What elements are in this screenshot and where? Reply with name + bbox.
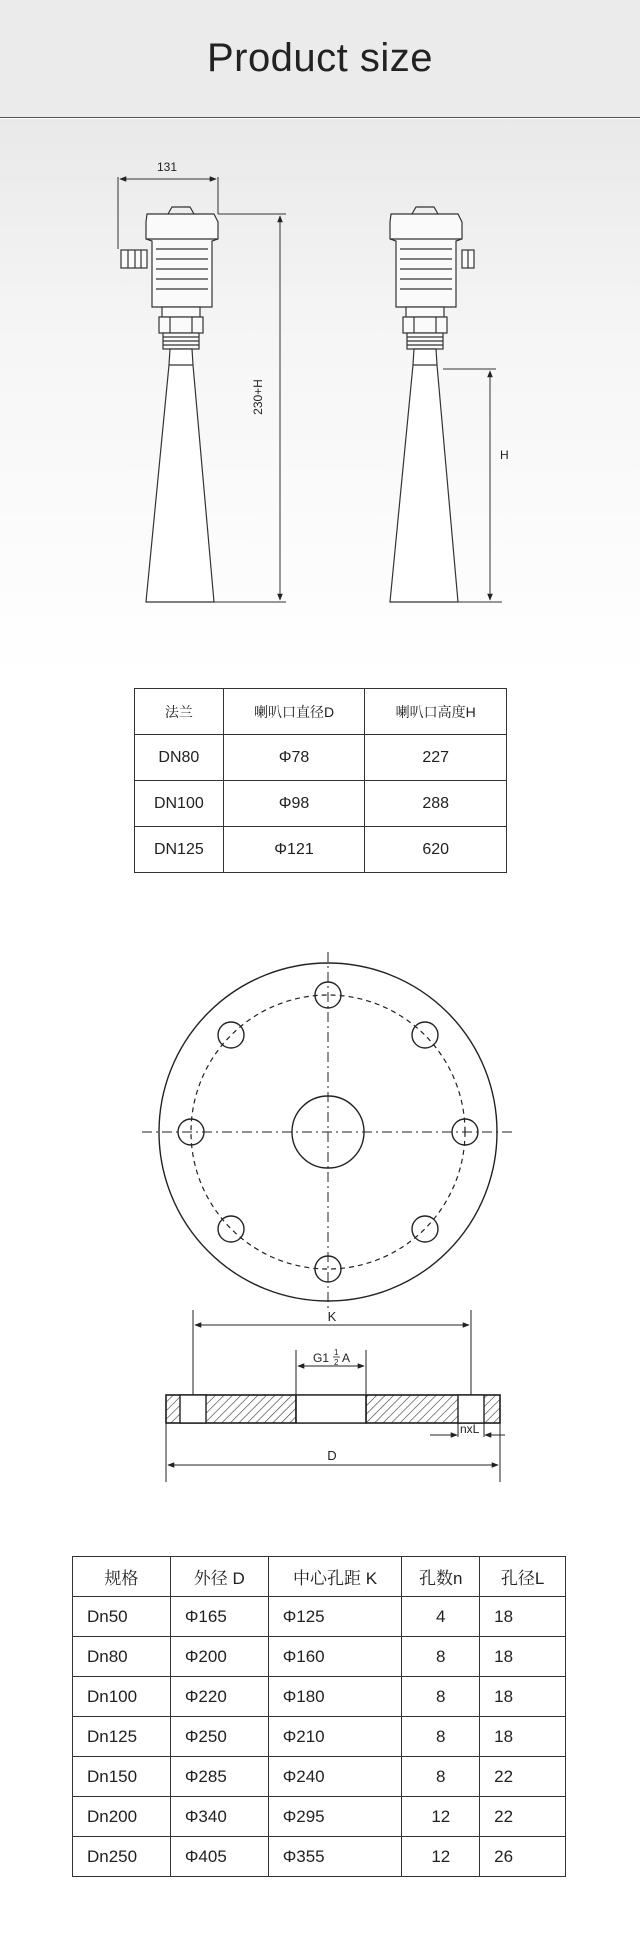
- horn-size-table: [134, 688, 507, 873]
- table-cell: Φ125: [268, 1597, 402, 1637]
- d-label: D: [327, 1448, 337, 1463]
- table-cell: Φ285: [170, 1757, 268, 1797]
- header-cell: 孔数n: [402, 1557, 480, 1597]
- header-cell: 外径 D: [170, 1557, 268, 1597]
- table-row: [135, 781, 507, 827]
- table-cell: 8: [402, 1717, 480, 1757]
- horn-height-dimension: H: [500, 448, 509, 462]
- table-cell: 12: [402, 1797, 480, 1837]
- radar-gauge-drawing: [0, 119, 640, 659]
- header-cell: 喇叭口直径D: [223, 689, 365, 735]
- table-cell: 22: [480, 1757, 566, 1797]
- header-cell: 规格: [73, 1557, 171, 1597]
- table-row: [135, 735, 507, 781]
- table-cell: 620: [365, 827, 507, 873]
- flange-plan-view: [142, 952, 514, 1312]
- table-cell: Φ355: [268, 1837, 402, 1877]
- table-cell: Φ210: [268, 1717, 402, 1757]
- table-row: [73, 1757, 566, 1797]
- header-cell: 中心孔距 K: [268, 1557, 402, 1597]
- thread-suffix: A: [342, 1351, 351, 1365]
- table-cell: Φ220: [170, 1677, 268, 1717]
- total-height-dimension: 230+H: [251, 379, 265, 415]
- thread-label: G1: [313, 1351, 330, 1365]
- table-cell: 8: [402, 1757, 480, 1797]
- thread-fraction-num: 1: [334, 1348, 339, 1357]
- k-label: K: [327, 1309, 337, 1324]
- header-cell: 孔径L: [480, 1557, 566, 1597]
- table-row: [73, 1597, 566, 1637]
- table-cell: DN125: [135, 827, 224, 873]
- table-cell: Φ295: [268, 1797, 402, 1837]
- width-dimension: 131: [156, 160, 178, 174]
- table-row: [73, 1797, 566, 1837]
- table-cell: 288: [365, 781, 507, 827]
- thread-fraction-den: 2: [334, 1358, 339, 1367]
- table-cell: 4: [402, 1597, 480, 1637]
- table-cell: DN80: [135, 735, 224, 781]
- table-cell: 18: [480, 1717, 566, 1757]
- table-header-row: [73, 1557, 566, 1597]
- table-cell: Φ405: [170, 1837, 268, 1877]
- table-cell: 22: [480, 1797, 566, 1837]
- table-cell: Dn50: [73, 1597, 171, 1637]
- table-cell: Φ240: [268, 1757, 402, 1797]
- left-gauge: [121, 207, 218, 602]
- table-cell: Dn150: [73, 1757, 171, 1797]
- table-row: [73, 1717, 566, 1757]
- table-cell: Φ78: [223, 735, 365, 781]
- table-row: [73, 1677, 566, 1717]
- hole-label: nxL: [460, 1422, 480, 1436]
- table-row: [135, 827, 507, 873]
- page-header: [0, 0, 640, 118]
- table-cell: 18: [480, 1677, 566, 1717]
- table-cell: Dn100: [73, 1677, 171, 1717]
- flange-spec-table: [72, 1556, 566, 1877]
- table-cell: Φ250: [170, 1717, 268, 1757]
- header-cell: 法兰: [135, 689, 224, 735]
- table-cell: DN100: [135, 781, 224, 827]
- table-cell: Φ98: [223, 781, 365, 827]
- table-cell: 227: [365, 735, 507, 781]
- table-header-row: [135, 689, 507, 735]
- table-row: [73, 1637, 566, 1677]
- table-cell: 18: [480, 1597, 566, 1637]
- table-row: [73, 1837, 566, 1877]
- table-cell: 18: [480, 1637, 566, 1677]
- table-cell: Φ121: [223, 827, 365, 873]
- table-cell: 12: [402, 1837, 480, 1877]
- table-cell: Φ160: [268, 1637, 402, 1677]
- table-cell: Dn125: [73, 1717, 171, 1757]
- table-cell: Φ165: [170, 1597, 268, 1637]
- table-cell: 8: [402, 1637, 480, 1677]
- table-cell: 8: [402, 1677, 480, 1717]
- right-gauge: [390, 207, 474, 602]
- table-cell: Φ340: [170, 1797, 268, 1837]
- flange-drawing: [0, 940, 640, 1520]
- table-cell: Φ180: [268, 1677, 402, 1717]
- table-cell: Dn200: [73, 1797, 171, 1837]
- table-cell: 26: [480, 1837, 566, 1877]
- header-cell: 喇叭口高度H: [365, 689, 507, 735]
- table-cell: Φ200: [170, 1637, 268, 1677]
- page-title: Product size: [206, 36, 434, 80]
- table-cell: Dn250: [73, 1837, 171, 1877]
- table-cell: Dn80: [73, 1637, 171, 1677]
